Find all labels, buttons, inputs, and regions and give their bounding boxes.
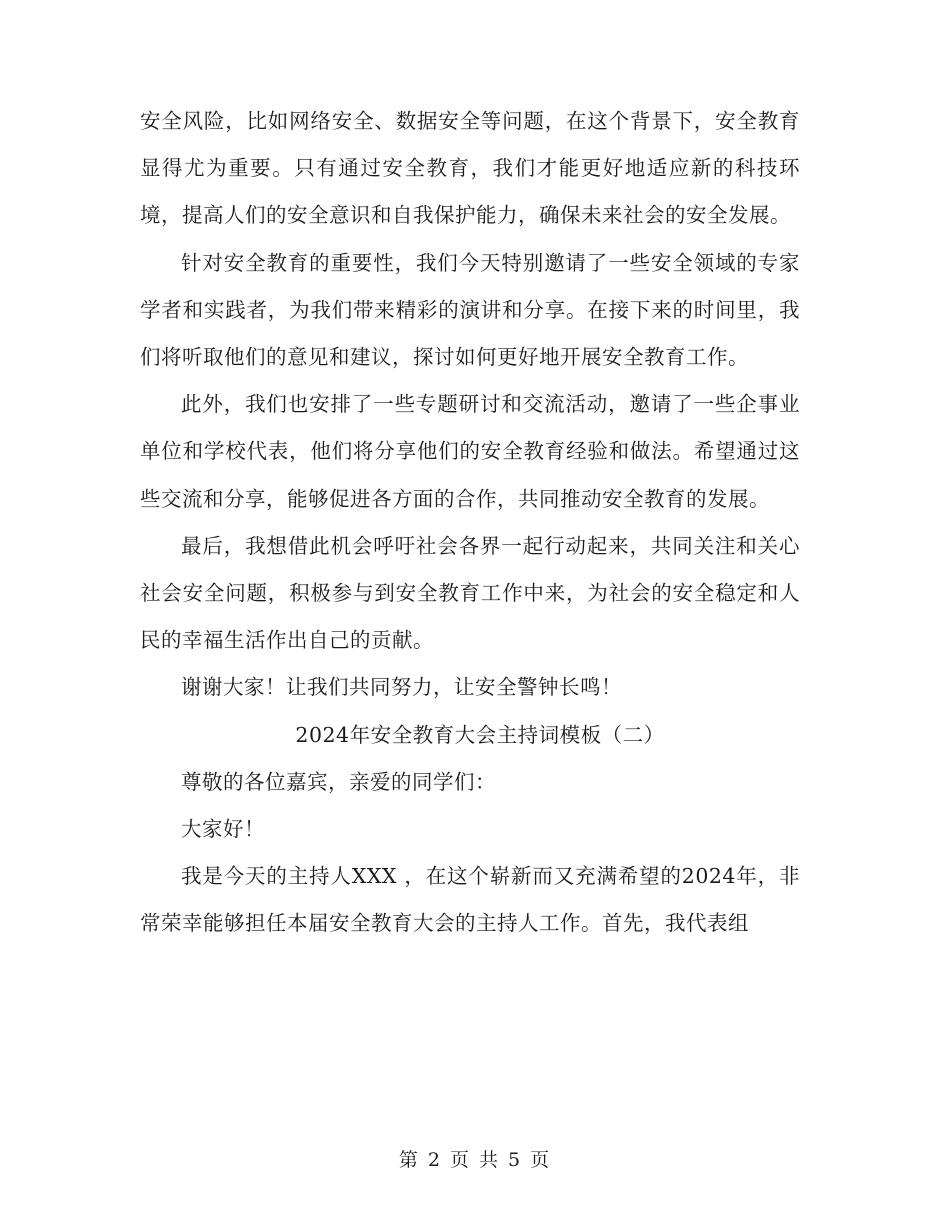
- section-title: 2024年安全教育大会主持词模板（二）: [295, 722, 665, 747]
- paragraph-thanks: 谢谢大家！让我们共同努力，让安全警钟长鸣！: [181, 675, 622, 700]
- paragraph-hello: 大家好！: [181, 817, 265, 842]
- paragraph-greeting: 尊敬的各位嘉宾，亲爱的同学们：: [181, 769, 496, 794]
- paragraph-activities: 此外，我们也安排了一些专题研讨和交流活动，邀请了一些企事业单位和学校代表，他们将分享他们的安全教育经验和做法。希望通过这些交流和分享，能够促进各方面的合作，共同推动安全教育的发展。: [140, 392, 800, 511]
- document-body: [140, 98, 800, 948]
- paragraph-experts: 针对安全教育的重要性，我们今天特别邀请了一些安全领域的专家学者和实践者，为我们带来精彩的演讲和分享。在接下来的时间里，我们将听取他们的意见和建议，探讨如何更好地开展安全教育工作。: [140, 250, 800, 370]
- paragraph-continued: 安全风险，比如网络安全、数据安全等问题，在这个背景下，安全教育显得尤为重要。只有通过安全教育，我们才能更好地适应新的科技环境，提高人们的安全意识和自我保护能力，确保未来社会的安全发展。: [140, 109, 800, 228]
- paragraph-host-intro: 我是今天的主持人XXX ，在这个崭新而又充满希望的2024年，非常荣幸能够担任本届安全教育大会的主持人工作。首先，我代表组: [140, 864, 800, 936]
- page-number-footer: 第 2 页 共 5 页: [398, 1149, 552, 1171]
- paragraph-appeal: 最后，我想借此机会呼吁社会各界一起行动起来，共同关注和关心社会安全问题，积极参与到安全教育工作中来，为社会的安全稳定和人民的幸福生活作出自己的贡献。: [140, 533, 800, 653]
